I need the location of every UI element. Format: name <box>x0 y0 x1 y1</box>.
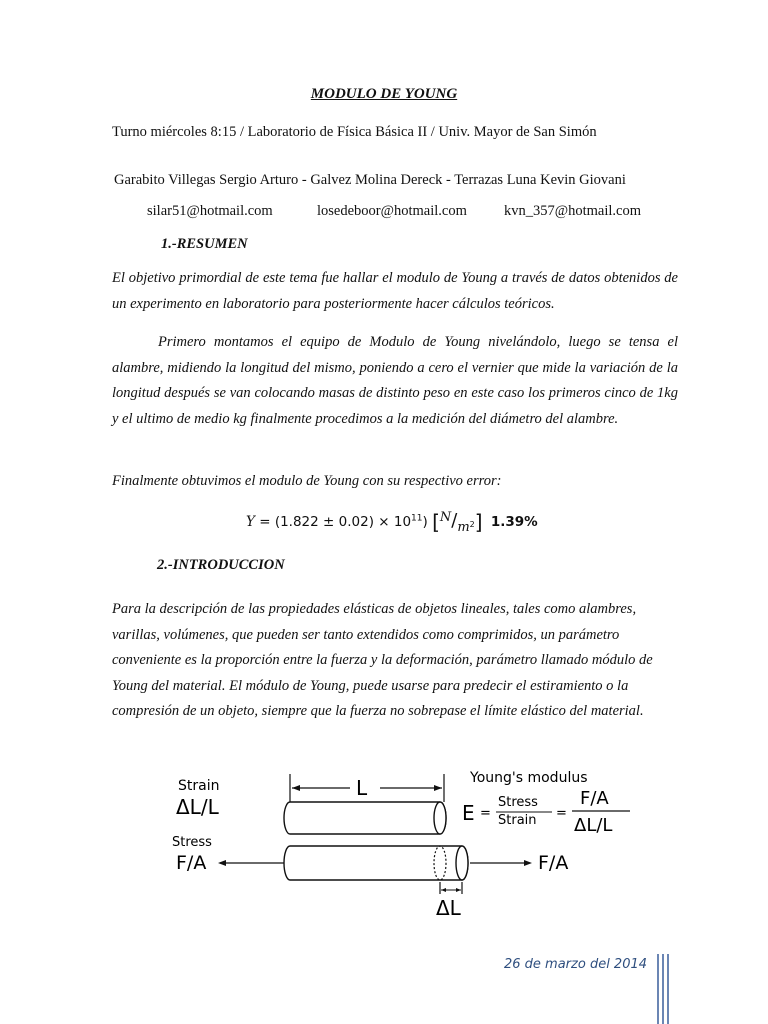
document-title: MODULO DE YOUNG <box>310 86 458 102</box>
footer-rule-2 <box>662 954 664 1024</box>
intro-heading: 2.-INTRODUCCION <box>157 557 285 573</box>
formula-equals-2: = <box>556 806 567 821</box>
formula-equals-1: = <box>480 806 491 821</box>
formula-e: E <box>462 801 475 825</box>
cylinder-stretched <box>284 846 468 880</box>
equation-symbol-y: Y <box>246 514 255 530</box>
strain-formula: ΔL/L <box>176 795 219 819</box>
unit-denominator: m <box>457 520 470 535</box>
delta-arrow-right <box>456 888 461 892</box>
youngs-modulus-equation: $Y = (1.822 \pm 0.02) \times 10^{11}$) $[N/m^2]$ 1.39% <box>246 510 538 535</box>
dimension-arrow-left <box>292 785 300 791</box>
footer-rule-3 <box>667 954 669 1024</box>
fraction1-denominator: Strain <box>498 813 537 828</box>
stress-formula-right: F/A <box>538 852 569 874</box>
intro-paragraph-1: Para la descripción de las propiedades elásticas de objetos lineales, tales como alambres, varillas, volúmenes, que pueden ser tanto extendidos como comprimidos, un parámetro conveniente es la proporción entre la fuerza y la deformación, parámetro llamado módulo de Young del material. El módulo de Young, puede usarse para predecir el estiramiento o la compresión de un objeto, siempre que la fuerza no sobrepase el límite elástico del material. <box>112 601 653 719</box>
cylinder-unstretched <box>284 802 446 834</box>
resumen-paragraph-3: Finalmente obtuvimos el modulo de Young con su respectivo error: <box>112 473 502 489</box>
authors-line: Garabito Villegas Sergio Arturo - Galvez Molina Dereck - Terrazas Luna Kevin Giovani <box>114 172 626 188</box>
equation-close-paren: ) <box>422 514 428 530</box>
strain-label: Strain <box>178 778 220 794</box>
delta-l-label: ΔL <box>436 896 461 920</box>
resumen-paragraph-2: Primero montamos el equipo de Modulo de Young nivelándolo, luego se tensa el alambre, midiendo la longitud del mismo, poniendo a cero el vernier que mide la variación de la longitud después se van colocando masas de distinto peso en este caso los primeros cinco de 1kg y el ultimo de medio kg finalmente procedimos a la medición del diámetro del alambre. <box>112 334 678 427</box>
resumen-paragraph-1: El objetivo primordial de este tema fue hallar el modulo de Young a través de datos obtenidos de un experimento en laboratorio para posteriormente hacer cálculos teóricos. <box>112 270 678 312</box>
email-2: losedeboor@hotmail.com <box>317 203 467 219</box>
email-1: silar51@hotmail.com <box>147 203 273 219</box>
footer-date: 26 de marzo del 2014 <box>504 957 648 972</box>
email-3: kvn_357@hotmail.com <box>504 203 641 219</box>
length-label: L <box>356 776 368 800</box>
delta-arrow-left <box>441 888 446 892</box>
force-arrow-right-head <box>524 860 532 866</box>
youngs-modulus-title: Young's modulus <box>470 770 588 786</box>
dimension-arrow-right <box>434 785 442 791</box>
session-line: Turno miércoles 8:15 / Laboratorio de Física Básica II / Univ. Mayor de San Simón <box>112 124 597 140</box>
fraction2-denominator: ΔL/L <box>574 815 613 836</box>
youngs-modulus-figure <box>160 760 640 920</box>
equation-value: = (1.822 ± 0.02) × 10 <box>259 514 412 530</box>
fraction1-numerator: Stress <box>498 795 538 810</box>
unit-denominator-exponent: 2 <box>469 520 475 529</box>
resumen-heading: 1.-RESUMEN <box>161 236 248 252</box>
stress-label: Stress <box>172 835 212 850</box>
equation-exponent: 11 <box>411 513 423 524</box>
stress-formula-left: F/A <box>176 852 207 874</box>
cylinder-unstretched-end <box>434 802 446 834</box>
equation-percent-error: 1.39% <box>490 514 538 530</box>
fraction2-numerator: F/A <box>580 788 609 809</box>
force-arrow-left-head <box>218 860 226 866</box>
footer-rule-1 <box>657 954 659 1024</box>
cylinder-stretched-end <box>456 846 468 880</box>
unit-numerator: N <box>439 510 452 525</box>
